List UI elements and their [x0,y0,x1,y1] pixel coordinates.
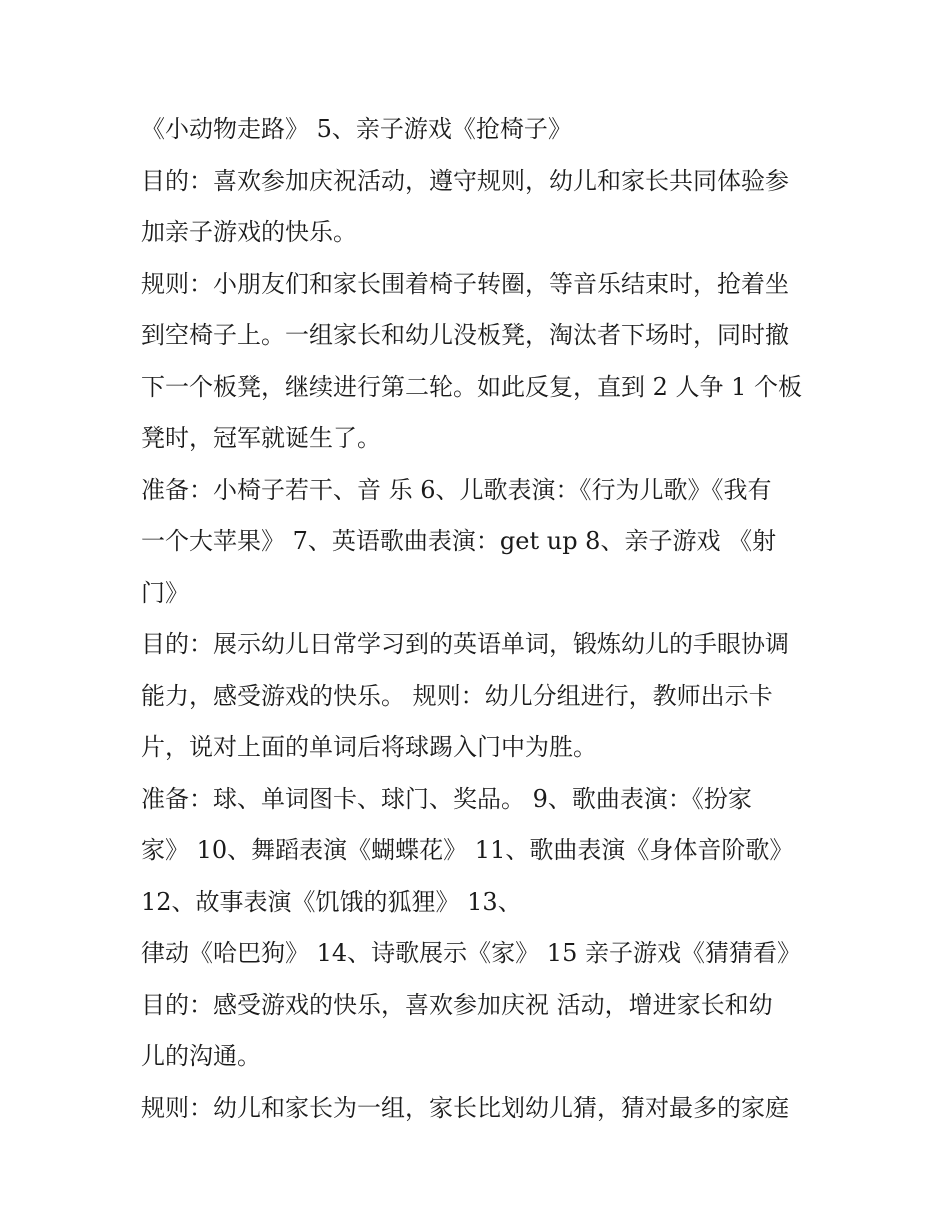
text-line-3: 加亲子游戏的快乐。 [141,218,357,246]
text-line-15: 家》 10、舞蹈表演《蝴蝶花》 11、歌曲表演《身体音阶歌》 [141,836,794,864]
text-line-17: 律动《哈巴狗》 14、诗歌展示《家》 15 亲子游戏《猜猜看》 [141,939,801,967]
text-line-1: 《小动物走路》 5、亲子游戏《抢椅子》 [141,115,572,143]
text-line-19: 儿的沟通。 [141,1042,261,1070]
text-line-16: 12、故事表演《饥饿的狐狸》 13、 [141,887,522,916]
text-line-5: 到空椅子上。一组家长和幼儿没板凳，淘汰者下场时，同时撤 [141,321,789,349]
text-line-18: 目的：感受游戏的快乐，喜欢参加庆祝 活动，增进家长和幼 [141,990,773,1019]
text-line-12: 能力，感受游戏的快乐。 规则：幼儿分组进行，教师出示卡 [141,681,773,710]
text-line-2: 目的：喜欢参加庆祝活动，遵守规则，幼儿和家长共同体验参 [141,166,789,195]
document-body [141,104,821,1134]
text-line-9: 一个大苹果》 7、英语歌曲表演：get up 8、亲子游戏 《射 [141,527,777,555]
text-line-11: 目的：展示幼儿日常学习到的英语单词，锻炼幼儿的手眼协调 [141,630,789,658]
text-line-6: 下一个板凳，继续进行第二轮。如此反复，直到 2 人争 1 个板 [141,372,803,401]
text-line-7: 凳时，冠军就诞生了。 [141,424,381,452]
text-line-10: 门》 [141,578,189,607]
text-line-8: 准备：小椅子若干、音 乐 6、儿歌表演：《行为儿歌》《我有 [141,475,772,504]
text-line-13: 片，说对上面的单词后将球踢入门中为胜。 [141,733,597,761]
text-line-14: 准备：球、单词图卡、球门、奖品。 9、歌曲表演：《扮家 [141,784,752,813]
text-line-20: 规则：幼儿和家长为一组，家长比划幼儿猜，猜对最多的家庭 [141,1093,789,1122]
text-line-4: 规则：小朋友们和家长围着椅子转圈，等音乐结束时，抢着坐 [141,269,789,298]
